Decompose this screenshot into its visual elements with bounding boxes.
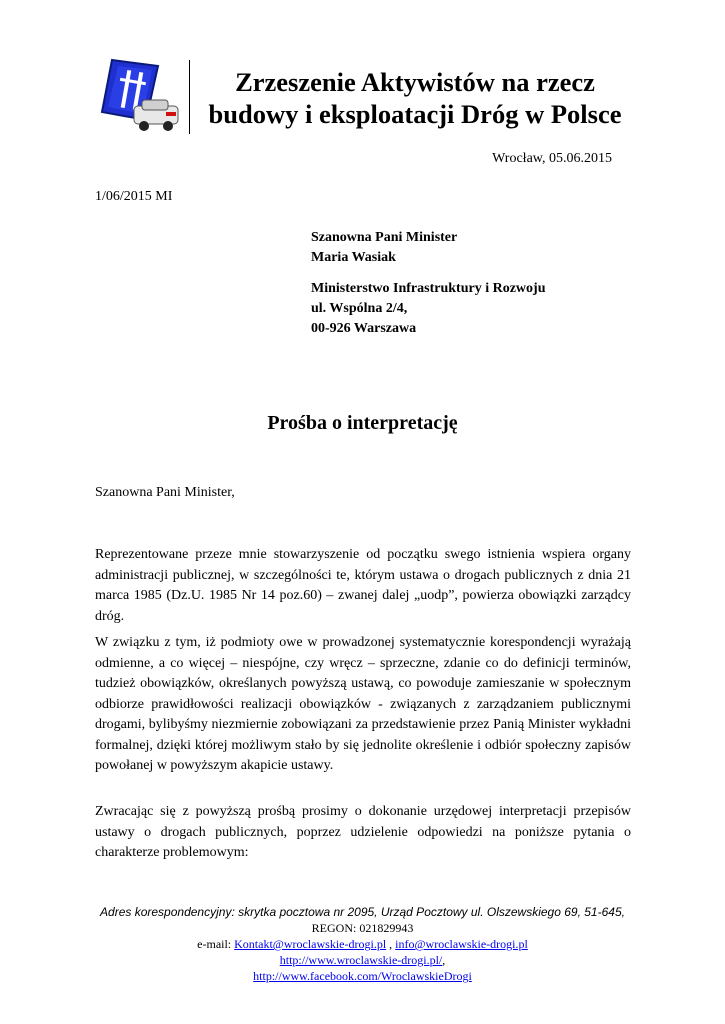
footer-website-line xyxy=(0,952,725,968)
header-divider xyxy=(189,60,190,134)
email-link-info[interactable]: info@wroclawskie-drogi.pl xyxy=(395,937,528,951)
website-suffix: , xyxy=(442,953,446,967)
body-paragraph-1: Reprezentowane przeze mnie stowarzyszenie od początku swego istnienia wspiera organy administracji publicznej, w szczególności te, którym ustawa o drogach publicznych z dnia 21 marca 1985 (Dz.U. 1985 Nr 14 poz.60) – zwanej dalej „uodp”, powierza obowiązki zarządcy dróg. xyxy=(95,547,631,624)
footer xyxy=(0,904,725,984)
reference-number: 1/06/2015 MI xyxy=(95,189,173,204)
org-name-line1: Zrzeszenie Aktywistów na rzecz xyxy=(235,67,595,97)
footer-facebook-line xyxy=(0,968,725,984)
organization-name xyxy=(200,66,630,130)
recipient-ministry: Ministerstwo Infrastruktury i Rozwoju xyxy=(311,281,546,296)
recipient-street: ul. Wspólna 2/4, xyxy=(311,301,408,316)
email-separator: , xyxy=(386,937,396,951)
recipient-address xyxy=(311,279,545,339)
body-paragraph-2: W związku z tym, iż podmioty owe w prowadzonej systematycznie korespondencji wyrażają odmienne, a co więcej – niespójne, czy wręcz – sprzeczne, zdanie co do definicji terminów, tudzież obowiązków, określanych powyższą ustawą, co powoduje zamieszanie w społecznym odbiorze prawidłowości realizacji obowiązków - związanych z zarządzaniem publicznymi drogami, bylibyśmy niezmiernie zobowiązani za przedstawienie przez Panią Minister wykładni formalnej, dzięki której możliwym stało by się jednolite określenie i odbiór społeczny zapisów powołanej w powyższym akapicie ustawy. xyxy=(95,635,631,773)
recipient-person xyxy=(311,228,457,268)
facebook-link[interactable]: http://www.facebook.com/WroclawskieDrogi xyxy=(253,969,472,983)
place-date: Wrocław, 05.06.2015 xyxy=(492,151,612,166)
footer-regon: REGON: 021829943 xyxy=(311,921,414,935)
letter-subject: Prośba o interpretację xyxy=(267,412,458,434)
organization-logo xyxy=(98,56,182,136)
org-name-line2: budowy i eksploatacji Dróg w Polsce xyxy=(208,99,622,129)
email-link-kontakt[interactable]: Kontakt@wroclawskie-drogi.pl xyxy=(234,937,387,951)
footer-email-line xyxy=(0,936,725,952)
email-prefix: e-mail: xyxy=(197,937,235,951)
salutation: Szanowna Pani Minister, xyxy=(95,485,235,500)
body-paragraph-3: Zwracając się z powyższą prośbą prosimy o dokonanie urzędowej interpretacji przepisów ustawy o drogach publicznych, poprzez udzielenie odpowiedzi na poniższe pytania o charakterze problemowym: xyxy=(95,804,631,860)
recipient-name: Maria Wasiak xyxy=(311,250,396,265)
footer-address: Adres korespondencyjny: skrytka pocztowa nr 2095, Urząd Pocztowy ul. Olszewskiego 69, 51-645, xyxy=(100,905,625,919)
recipient-city: 00-926 Warszawa xyxy=(311,321,417,336)
recipient-title: Szanowna Pani Minister xyxy=(311,230,458,245)
website-link[interactable]: http://www.wroclawskie-drogi.pl/ xyxy=(279,953,443,967)
